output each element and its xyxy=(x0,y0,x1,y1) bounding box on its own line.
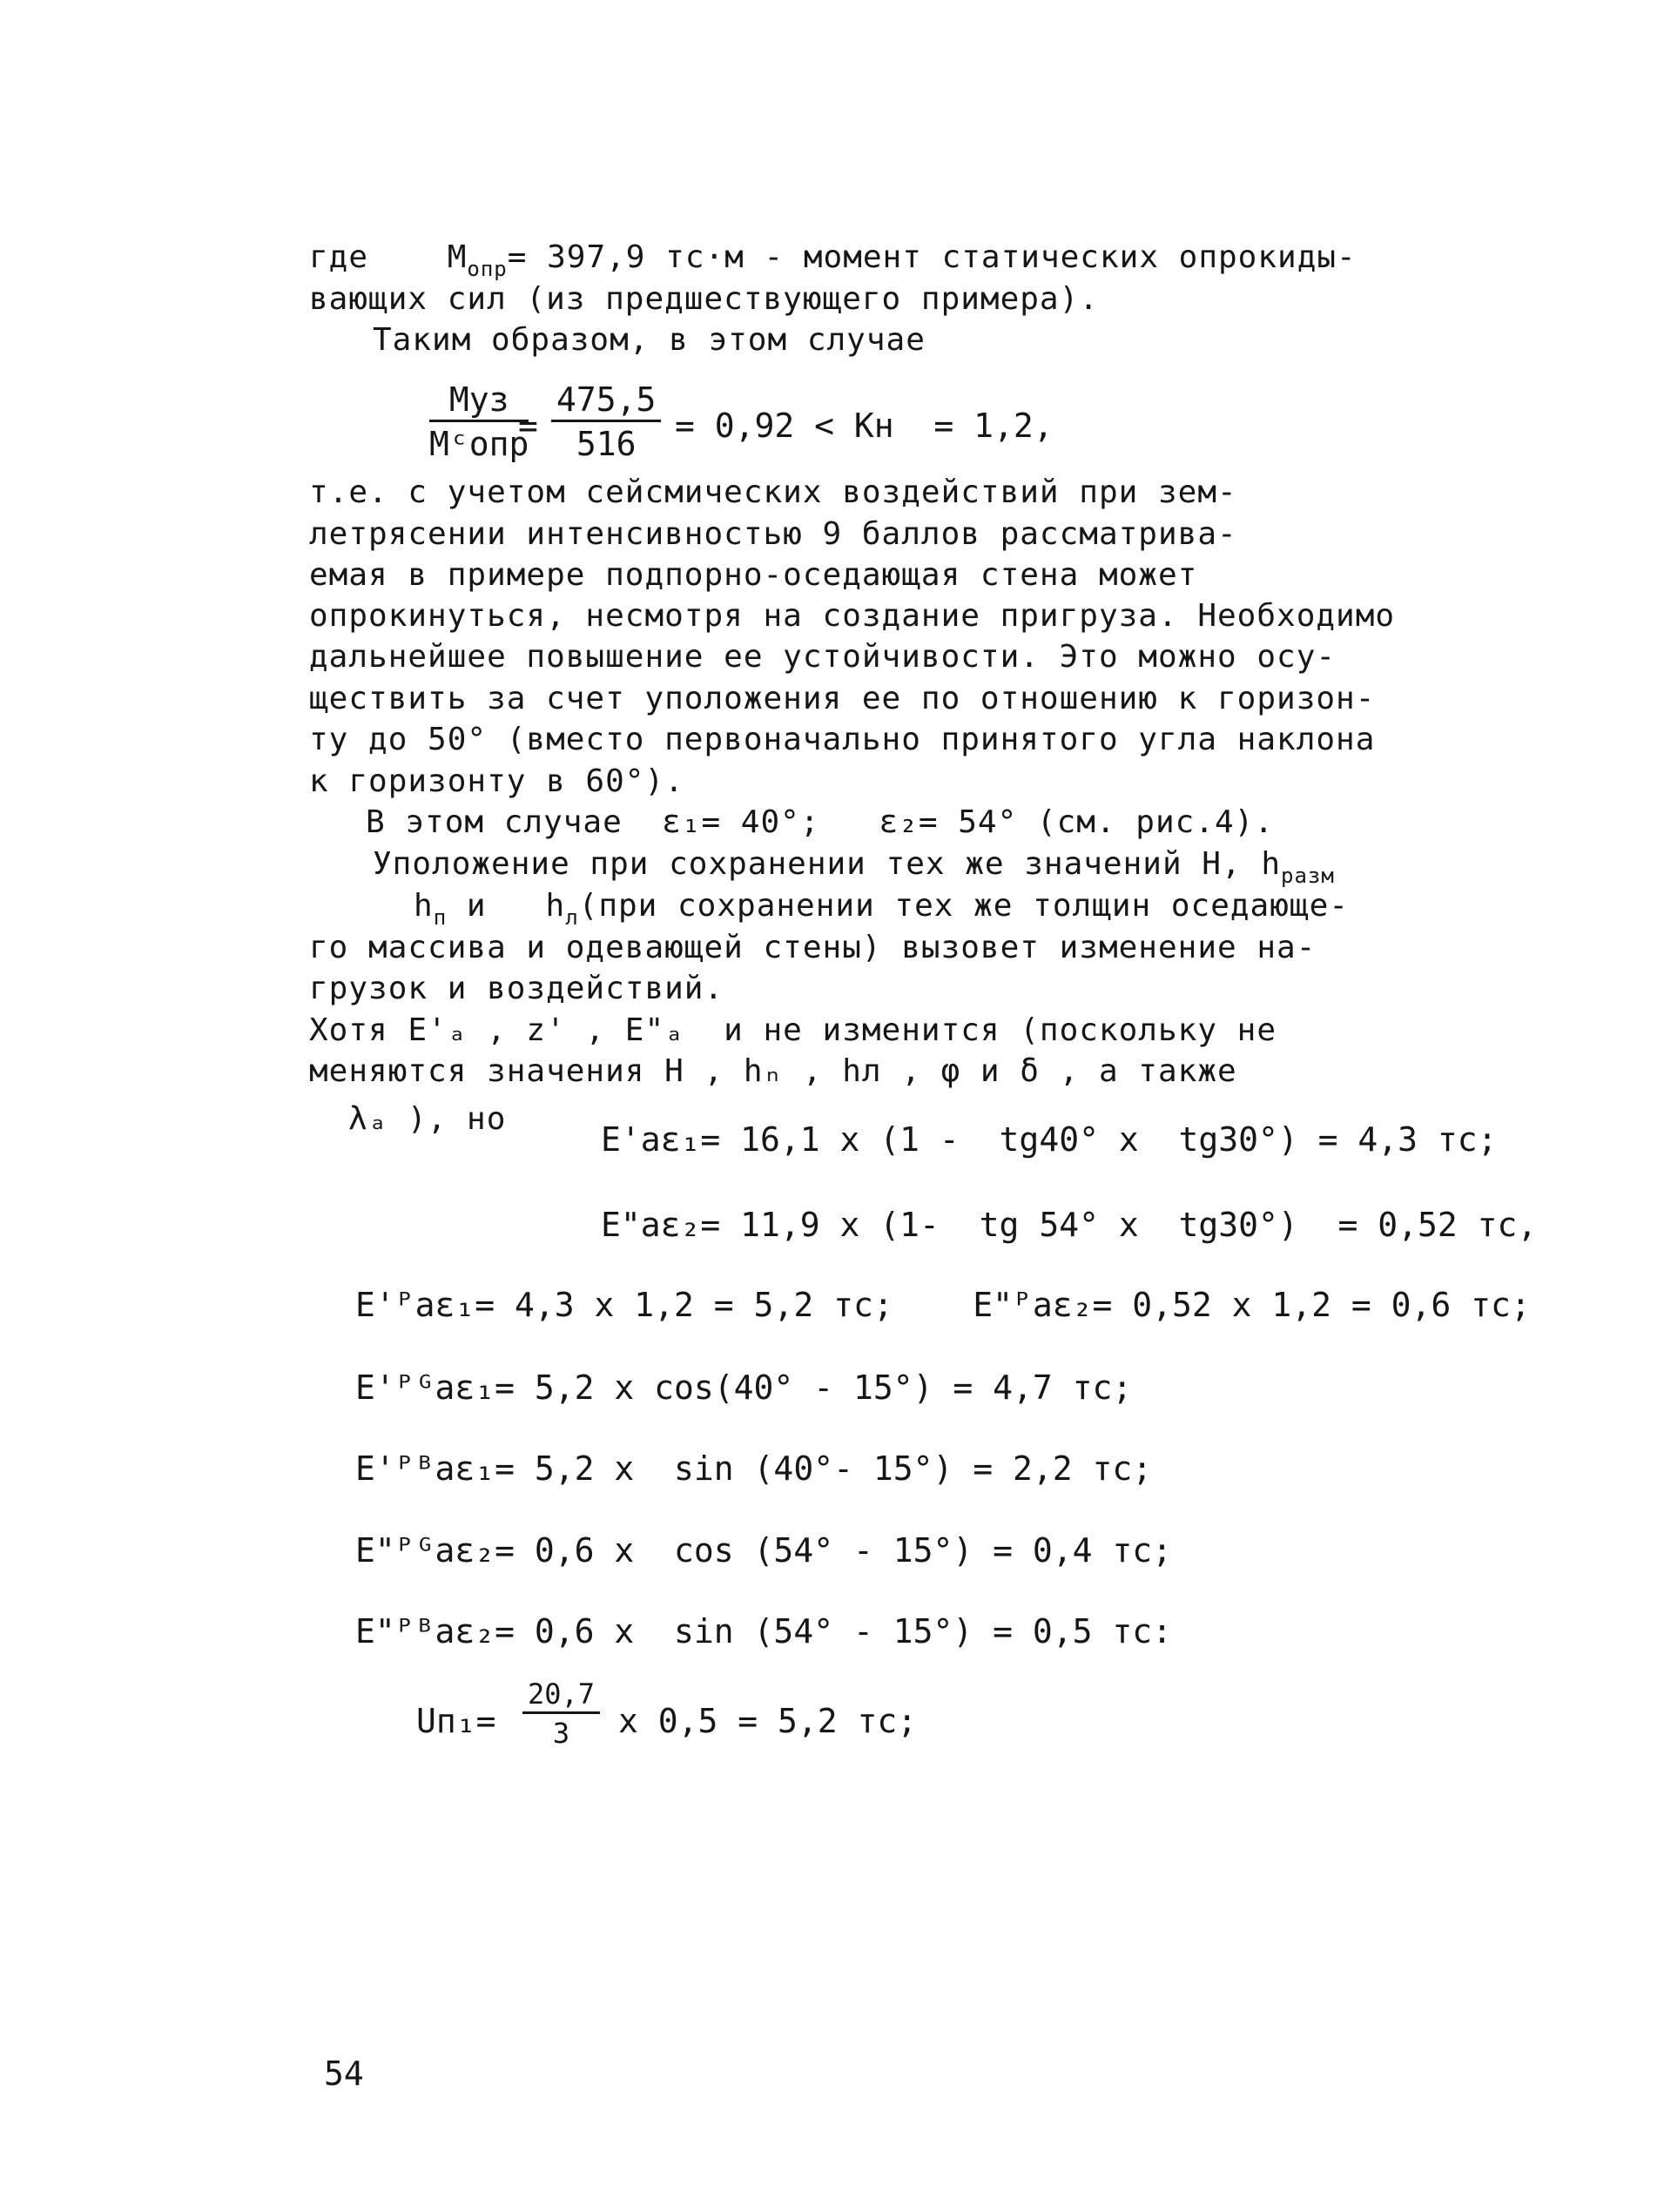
equation-e6: E"ᴾᴳaε₂= 0,6 x cos (54° - 15°) = 0,4 тс; xyxy=(355,1531,1172,1570)
text-line-18: Хотя E'ₐ , z' , E"ₐ и не изменится (поскольку не xyxy=(309,1012,1277,1048)
equation-e8-rest: x 0,5 = 5,2 тс; xyxy=(618,1702,918,1740)
equation-e8-left: Uп₁= xyxy=(416,1702,496,1740)
text-line-17: грузок и воздействий. xyxy=(309,971,724,1006)
text-line-5: т.е. с учетом сейсмических воздействий при зем- xyxy=(309,474,1237,510)
text-line-1: где $M_{опр}= 397,9$ тс·м - момент статических опрокиды- xyxy=(309,239,1357,281)
text-line-2: вающих сил (из предшествующего примера). xyxy=(309,281,1099,317)
text-line-11: ту до 50° (вместо первоначально принятого угла наклона xyxy=(309,722,1376,757)
fraction-475-over-516: $\frac{475,5}{516}$ xyxy=(551,383,661,461)
page-number: 54 xyxy=(324,2054,364,2093)
text-line-14: Уположение при сохранении тех же значений H, $h_{разм}$ xyxy=(373,846,1335,888)
equation-e5: E'ᴾᴮaε₁= 5,2 x sin (40°- 15°) = 2,2 тс; xyxy=(355,1449,1153,1488)
text-line-12: к горизонту в 60°). xyxy=(309,763,684,799)
text-line-6: летрясении интенсивностью 9 баллов рассматрива- xyxy=(309,516,1237,552)
inequality-result: = 0,92 < Kн = 1,2, xyxy=(675,407,1054,445)
text-line-10: ществить за счет уположения ее по отношению к горизон- xyxy=(309,681,1376,716)
equation-e7: E"ᴾᴮaε₂= 0,6 x sin (54° - 15°) = 0,5 тс: xyxy=(355,1612,1172,1651)
text-line-15: $h_п$ и $h_л(при$ сохранении тех же толщин оседающе- xyxy=(414,888,1349,930)
equation-e3: E'ᴾaε₁= 4,3 x 1,2 = 5,2 тс; E"ᴾaε₂= 0,52 x 1,2 = 0,6 тс; xyxy=(355,1286,1531,1324)
text-line-13: В этом случае ε₁= 40°; ε₂= 54° (см. рис.4). xyxy=(366,804,1274,840)
equation-e4: E'ᴾᴳaε₁= 5,2 x cos(40° - 15°) = 4,7 тс; xyxy=(355,1368,1133,1407)
fraction-20-7-over-3: $\frac{20,7}{3}$ xyxy=(522,1680,600,1747)
text-line-3: Таким образом, в этом случае xyxy=(373,322,926,358)
equals-sign: = xyxy=(518,407,538,445)
text-line-16: го массива и одевающей стены) вызовет изменение на- xyxy=(309,930,1317,965)
text-line-19: меняются значения H , hₙ , hл , φ и δ , а также xyxy=(309,1053,1237,1089)
fraction-m-uz-over-m-opr: Mуз Mᶜопр xyxy=(429,380,529,463)
text-line-8: опрокинуться, несмотря на создание пригруза. Необходимо xyxy=(309,598,1396,634)
text-line-20: λₐ ), но xyxy=(348,1101,507,1137)
equation-e2: E"aε₂= 11,9 x (1- tg 54° x tg30°) = 0,52 тс, xyxy=(601,1206,1538,1244)
text-line-7: емая в примере подпорно-оседающая стена может xyxy=(309,557,1198,593)
text-line-9: дальнейшее повышение ее устойчивости. Это можно осу- xyxy=(309,639,1337,675)
equation-e1: E'aε₁= 16,1 x (1 - tg40° x tg30°) = 4,3 тс; xyxy=(601,1120,1498,1159)
